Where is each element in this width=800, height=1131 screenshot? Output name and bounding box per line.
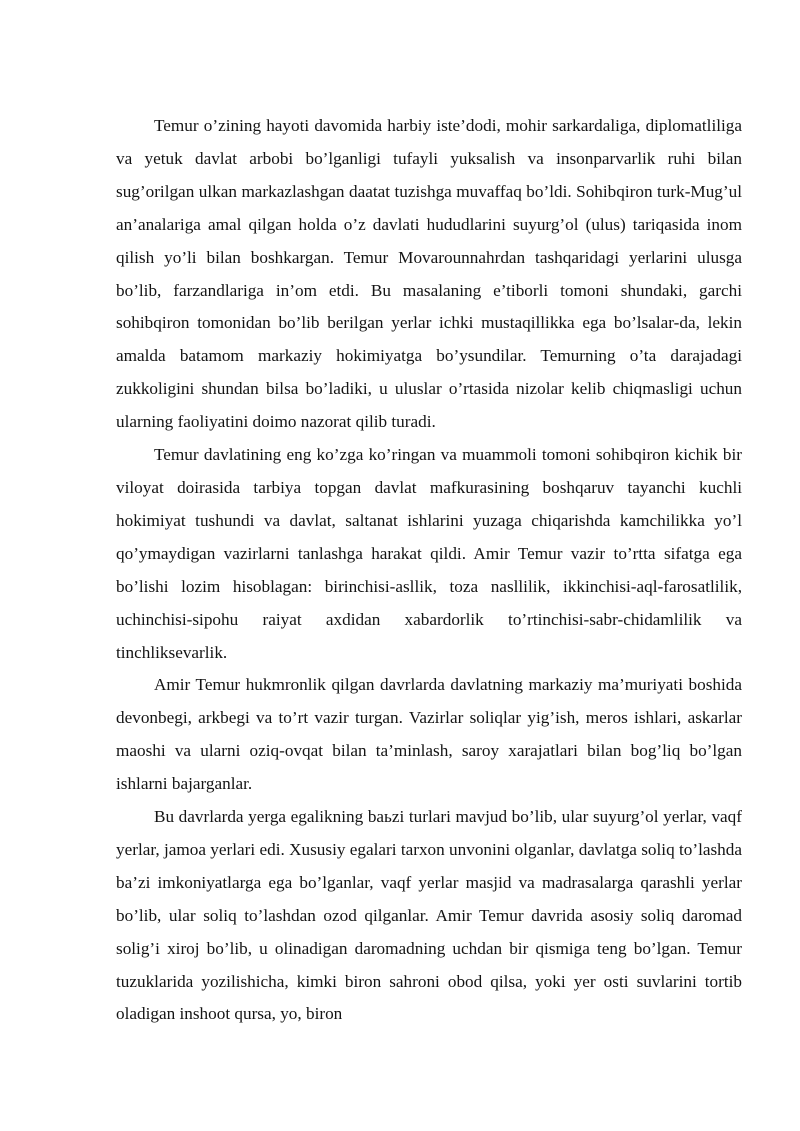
paragraph-land-ownership-taxes: Bu davrlarda yerga egalikning baьzi turlari mavjud bo’lib, ular suyurg’ol yerlar, vaqf yerlar, jamoa yerlari edi. Xususiy egalari tarxon unvonini olganlar, davlatga soliq to’lashda ba’zi imkoniyatlarga ega bo’lganlar, vaqf yerlar masjid va madrasalarga qarashli yerlar bo’lib, ular soliq to’lashdan ozod qilganlar. Amir Temur davrida asosiy soliq daromad solig’i xiroj bo’lib, u olinadigan daromadning uchdan bir qismiga teng bo’lgan. Temur tuzuklarida yozilishicha, kimki biron sahroni obod qilsa, yoki yer osti suvlarini tortib oladigan inshoot qursa, yo, biron bbox=[116, 807, 742, 1024]
paragraph-temur-governance: Temur o’zining hayoti davomida harbiy iste’dodi, mohir sarkardaliga, diplomatliliga va yetuk davlat arbobi bo’lganligi tufayli yuksalish va insonparvarlik ruhi bilan sug’orilgan ulkan markazlashgan daatat tuzishga muvaffaq bo’ldi. Sohibqiron turk-Mug’ul an’analariga amal qilgan holda o’z davlati hududlarini suyurg’ol (ulus) tariqasida inom qilish yo’li bilan boshkargan. Temur Movarounnahrdan tashqaridagi yerlarini ulusga bo’lib, farzandlariga in’om etdi. Bu masalaning e’tiborli tomoni shundaki, garchi sohibqiron tomonidan bo’lib berilgan yerlar ichki mustaqillikka ega bo’lsalar-da, lekin amalda batamom markaziy hokimiyatga bo’ysundilar. Temurning o’ta darajadagi zukkoligini shundan bilsa bo’ladiki, u uluslar o’rtasida nizolar kelib chiqmasligi uchun ularning faoliyatini doimo nazorat qilib turadi. bbox=[116, 116, 742, 432]
paragraph-state-ideology-viziers: Temur davlatining eng ko’zga ko’ringan va muammoli tomoni sohibqiron kichik bir viloyat doirasida tarbiya topgan davlat mafkurasining boshqaruv tayanchi kuchli hokimiyat tushundi va davlat, saltanat ishlarini yuzaga chiqarishda kamchilikka yo’l qo’ymaydigan vazirlarni tanlashga harakat qildi. Amir Temur vazir to’rtta sifatga ega bo’lishi lozim hisoblagan: birinchisi-asllik, toza nasllilik, ikkinchisi-aql-farosatlilik, uchinchisi-sipohu raiyat axdidan xabardorlik to’rtinchisi-sabr-chidamlilik va tinchliksevarlik. bbox=[116, 445, 742, 662]
document-page bbox=[116, 110, 742, 1031]
paragraph-central-administration: Amir Temur hukmronlik qilgan davrlarda davlatning markaziy ma’muriyati boshida devonbegi, arkbegi va to’rt vazir turgan. Vazirlar soliqlar yig’ish, meros ishlari, askarlar maoshi va ularni oziq-ovqat bilan ta’minlash, saroy xarajatlari bilan bog’liq bo’lgan ishlarni bajarganlar. bbox=[116, 675, 742, 794]
